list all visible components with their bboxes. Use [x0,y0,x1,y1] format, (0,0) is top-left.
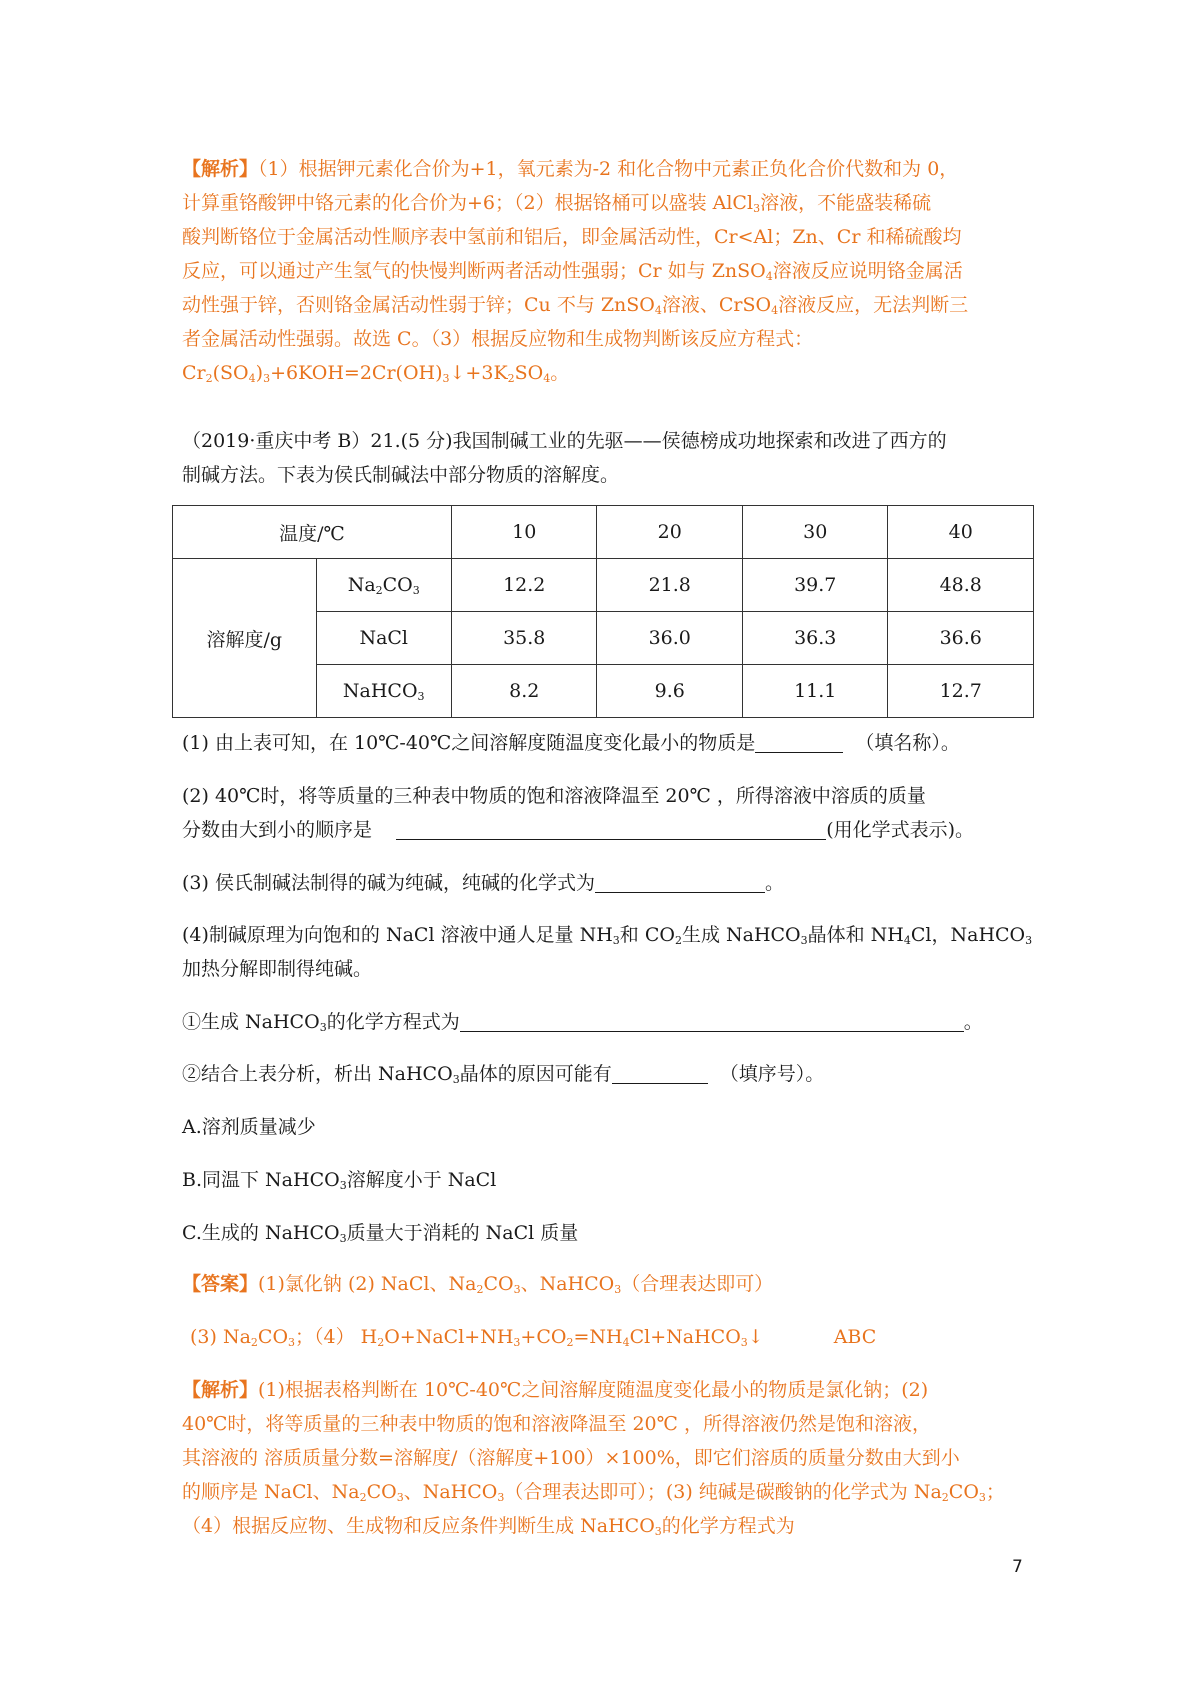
answer-blank[interactable] [612,1061,708,1084]
row-group-label: 溶解度/g [173,559,317,718]
analysis-tag: 【解析】 [182,1379,259,1401]
answer-blank[interactable] [755,730,843,753]
option-c: C.生成的 NaHCO$_3$质量大于消耗的 NaCl 质量 [182,1222,579,1245]
page-number: 7 [1012,1557,1023,1577]
table-cell: 20 [597,506,743,559]
table-cell: 9.6 [597,665,743,718]
table-cell: 11.1 [742,665,888,718]
table-cell: 21.8 [597,559,743,612]
option-a: A.溶剂质量减少 [182,1116,316,1138]
table-cell: 48.8 [888,559,1034,612]
sub-question-3: (3) 侯氏制碱法制得的碱为纯碱，纯碱的化学式为 。 [182,872,784,894]
sub-question-4: (4)制碱原理为向饱和的 NaCl 溶液中通人足量 $NH_3$和 $CO_2$生成 NaHCO$_3$晶体和 $NH_4Cl$，NaHCO$_3$ 加热分解即制得纯碱。 [182,924,1033,980]
table-cell: 10 [451,506,597,559]
temp-header: 温度/℃ [173,506,452,559]
table-cell: 8.2 [451,665,597,718]
question-intro: （2019·重庆中考 B）21.(5 分)我国制碱工业的先驱——侯德榜成功地探索和改进了西方的 制碱方法。下表为侯氏制碱法中部分物质的溶解度。 [182,430,947,486]
table-row [173,559,1034,612]
sub-question-4-1: ①生成 NaHCO$_3$的化学方程式为 。 [182,1011,983,1034]
substance-cell: NaCl [316,612,451,665]
answer-blank[interactable] [595,870,765,893]
reaction-equation: $Cr_2(SO_4)_3+6KOH=2Cr(OH)_3↓+3K_2SO_4$。 [182,362,570,385]
table-cell: 36.6 [888,612,1034,665]
analysis-tag: 【解析】 [182,158,259,180]
answer-tag: 【答案】 [182,1273,259,1295]
table-cell: 35.8 [451,612,597,665]
answer-line-1: 【答案】(1)氯化钠 (2) NaCl、$Na_2CO_3$、NaHCO$_3$（合理表达即可） [182,1273,774,1296]
substance-cell: NaHCO$_3$ [316,665,451,718]
table-cell: 36.3 [742,612,888,665]
answer-blank[interactable] [460,1009,964,1032]
answer-line-2: (3) $Na_2CO_3$；（4） $H_2O+NaCl+NH_3+CO_2=NH_4Cl+NaHCO_3↓$ ABC [190,1326,877,1349]
table-cell: 12.7 [888,665,1034,718]
analysis-2: 【解析】(1)根据表格判断在 10℃-40℃之间溶解度随温度变化最小的物质是氯化钠；(2) 40℃时，将等质量的三种表中物质的饱和溶液降温至 20℃ ，所得溶液仍然是饱和溶液， 其溶液的 溶质质量分数=溶解度/（溶解度+100）×100%，即它们溶质的质量分数由大到小 的顺序是 NaCl、$Na_2CO_3$、NaHCO$_3$（合理表达即可）；(3) 纯碱是碳酸钠的化学式为 $Na_2CO_3$； （4）根据反应物、生成物和反应条件判断生成 NaHCO$_3$的化学方程式为 [182,1379,1005,1538]
answer-blank[interactable] [396,817,826,840]
table-cell: 36.0 [597,612,743,665]
sub-question-4-2: ②结合上表分析，析出 NaHCO$_3$晶体的原因可能有 （填序号）。 [182,1063,825,1086]
sub-question-2: (2) 40℃时，将等质量的三种表中物质的饱和溶液降温至 20℃ ，所得溶液中溶质的质量 分数由大到小的顺序是 (用化学式表示)。 [182,785,975,841]
table-cell: 39.7 [742,559,888,612]
table-row [173,506,1034,559]
option-b: B.同温下 NaHCO$_3$溶解度小于 NaCl [182,1169,497,1192]
solubility-table [172,505,1034,718]
sub-question-1: (1) 由上表可知，在 10℃-40℃之间溶解度随温度变化最小的物质是 （填名称）。 [182,732,960,754]
table-cell: 30 [742,506,888,559]
substance-cell: $Na_2CO_3$ [316,559,451,612]
table-cell: 40 [888,506,1034,559]
analysis-1: 【解析】（1）根据钾元素化合价为+1，氧元素为-2 和化合物中元素正负化合价代数和为 0， 计算重铬酸钾中铬元素的化合价为+6；（2）根据铬桶可以盛装 AlCl$_3$溶液，不能盛装稀硫 酸判断铬位于金属活动性顺序表中氢前和铝后，即金属活动性，Cr<Al；Zn、Cr 和稀硫酸均 反应，可以通过产生氢气的快慢判断两者活动性强弱；Cr 如与 ZnSO$_4$溶液反应说明铬金属活 动性强于锌，否则铬金属活动性弱于锌；Cu 不与 ZnSO$_4$溶液、CrSO$_4$溶液反应，无法判断三 者金属活动性强弱。故选 C。（3）根据反应物和生成物判断该反应方程式： $Cr_2(SO_4)_3+6KOH=2Cr(OH)_3↓+3K_2SO_4$。 [182,158,969,385]
table-cell: 12.2 [451,559,597,612]
